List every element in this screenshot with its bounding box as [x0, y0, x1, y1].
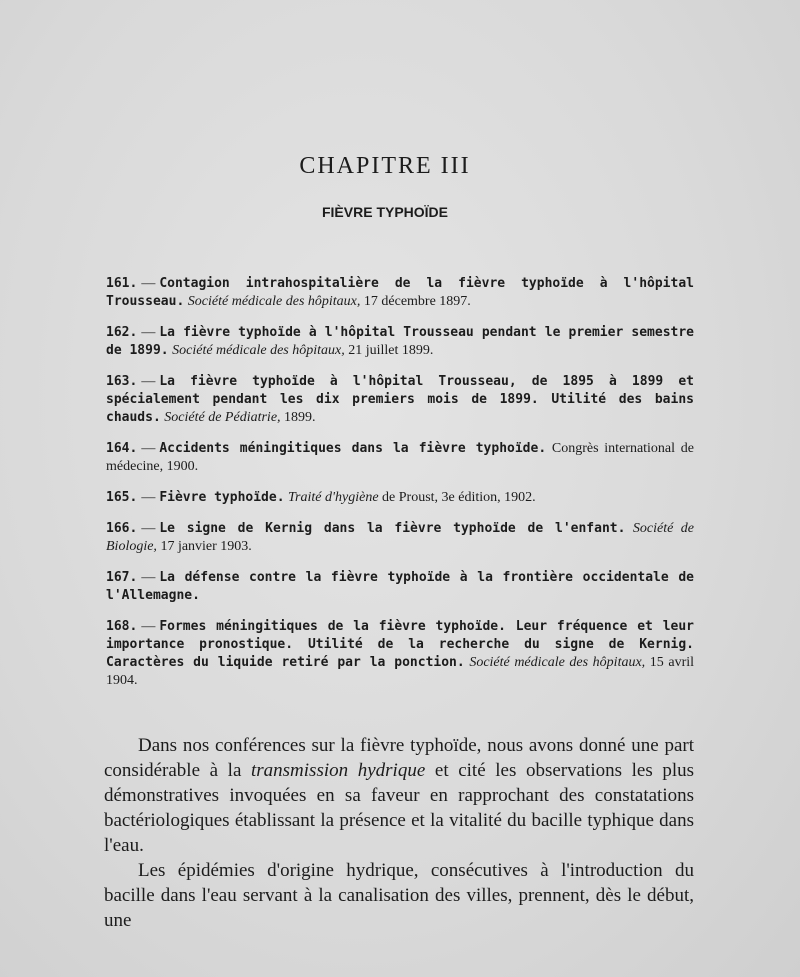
- reference-number: 168.: [106, 619, 138, 634]
- bleed-through-texture: [60, 20, 740, 100]
- reference-title: Accidents méningitiques dans la fièvre typhoïde.: [159, 441, 547, 456]
- reference-source: Société de Pédiatrie,: [164, 410, 281, 425]
- body-text-run: Dans nos conférences sur la fièvre typhoïde, nous avons donné une part considérable à la: [104, 735, 694, 781]
- body-text-run: et cité les observations les plus démonstratives invoquées en sa faveur en rapprochant des constatations bactériologiques établissant la présence et la vitalité du bacille typhique dans l'eau.: [104, 760, 694, 856]
- reference-detail: 15 avril 1904.: [106, 655, 695, 688]
- reference-source: Traité d'hygiène: [288, 490, 379, 505]
- chapter-subtitle: FIÈVRE TYPHOÏDE: [321, 204, 449, 220]
- reference-item: 164. — Accidents méningitiques dans la fièvre typhoïde. Congrès international de médecine, 1900.: [106, 441, 694, 474]
- reference-number: 167.: [106, 570, 138, 585]
- body-text: [104, 733, 694, 933]
- reference-title: La fièvre typhoïde à l'hôpital Trousseau, de 1895 à 1899 et spécialement pendant les dix premiers mois de 1899. Utilité des bains chauds.: [106, 374, 694, 425]
- reference-item: 167. — La défense contre la fièvre typhoïde à la frontière occidentale de l'Allemagne.: [106, 570, 694, 603]
- reference-number: 163.: [106, 374, 138, 389]
- reference-title: Fièvre typhoïde.: [159, 490, 285, 505]
- reference-title: Le signe de Kernig dans la fièvre typhoïde de l'enfant.: [159, 521, 626, 536]
- reference-item: 166. — Le signe de Kernig dans la fièvre typhoïde de l'enfant. Société de Biologie, 17 janvier 1903.: [106, 521, 695, 554]
- reference-number: 161.: [106, 276, 138, 291]
- reference-title: La défense contre la fièvre typhoïde à la frontière occidentale de l'Allemagne.: [106, 570, 694, 603]
- reference-detail: 17 décembre 1897.: [360, 294, 471, 309]
- reference-detail: Congrès international de médecine, 1900.: [106, 441, 694, 474]
- reference-item: 161. — Contagion intrahospitalière de la fièvre typhoïde à l'hôpital Trousseau. Société médicale des hôpitaux, 17 décembre 1897.: [106, 276, 694, 309]
- reference-number: 164.: [106, 441, 138, 456]
- reference-source: Société médicale des hôpitaux,: [172, 343, 345, 358]
- body-paragraph: [104, 733, 694, 858]
- reference-list: [106, 275, 694, 703]
- reference-number: 166.: [106, 521, 138, 536]
- reference-title: Formes méningitiques de la fièvre typhoïde. Leur fréquence et leur importance pronostique. Utilité de la recherche du signe de Kernig. Caractères du liquide retiré par la ponction.: [106, 619, 694, 670]
- emphasis-text: transmission hydrique: [250, 760, 426, 781]
- reference-source: Société de Biologie,: [106, 521, 695, 554]
- reference-title: Contagion intrahospitalière de la fièvre typhoïde à l'hôpital Trousseau.: [106, 276, 694, 309]
- chapter-title: CHAPITRE III: [299, 153, 471, 179]
- reference-detail: 21 juillet 1899.: [344, 343, 434, 358]
- reference-item: 163. — La fièvre typhoïde à l'hôpital Trousseau, de 1895 à 1899 et spécialement pendant les dix premiers mois de 1899. Utilité des bains chauds. Société de Pédiatrie, 1899.: [106, 374, 694, 425]
- reference-number: 162.: [106, 325, 138, 340]
- reference-detail: de Proust, 3e édition, 1902.: [378, 490, 536, 505]
- reference-title: La fièvre typhoïde à l'hôpital Trousseau pendant le premier semestre de 1899.: [106, 325, 694, 358]
- body-paragraph: Les épidémies d'origine hydrique, consécutives à l'introduction du bacille dans l'eau servant à la canalisation des villes, prennent, dès le début, une: [104, 860, 694, 931]
- reference-detail: 17 janvier 1903.: [156, 539, 252, 554]
- reference-number: 165.: [106, 490, 138, 505]
- reference-source: Société médicale des hôpitaux,: [469, 655, 646, 670]
- reference-item: 162. — La fièvre typhoïde à l'hôpital Trousseau pendant le premier semestre de 1899. Société médicale des hôpitaux, 21 juillet 1899.: [106, 325, 694, 358]
- reference-detail: 1899.: [280, 410, 316, 425]
- reference-source: Société médicale des hôpitaux,: [187, 294, 361, 309]
- reference-item: 168. — Formes méningitiques de la fièvre typhoïde. Leur fréquence et leur importance pronostique. Utilité de la recherche du signe de Kernig. Caractères du liquide retiré par la ponction. Société médicale des hôpitaux, 15 avril 1904.: [106, 619, 695, 688]
- reference-item: 165. — Fièvre typhoïde. Traité d'hygiène de Proust, 3e édition, 1902.: [106, 490, 536, 505]
